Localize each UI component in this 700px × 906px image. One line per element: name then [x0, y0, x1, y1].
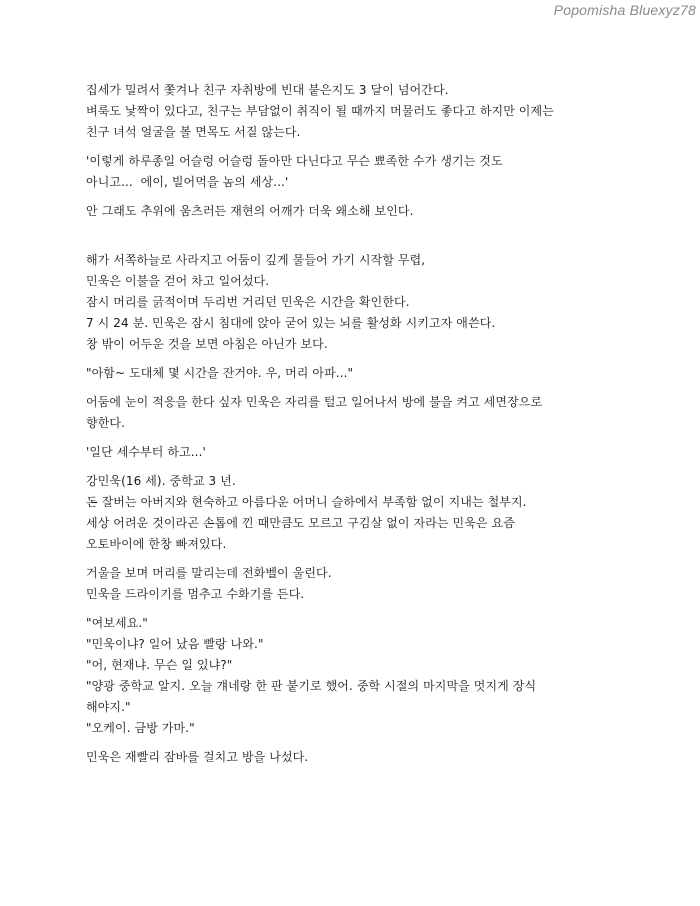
text-line: 오토바이에 한창 빠져있다.	[86, 537, 227, 551]
text-line: 창 밖이 어두운 것을 보면 아침은 아닌가 보다.	[86, 337, 328, 351]
text-line: "양광 중학교 알지. 오늘 걔네랑 한 판 붙기로 했어. 중학 시절의 마지막을 멋지게 장식	[86, 679, 537, 693]
text-line: 잠시 머리를 긁적이며 두리번 거리던 민욱은 시간을 확인한다.	[86, 295, 410, 309]
text-line: 친구 녀석 얼굴을 볼 면목도 서질 않는다.	[86, 125, 301, 139]
text-line: "어, 현재냐. 무슨 일 있냐?"	[86, 658, 233, 672]
text-line: 벼룩도 낯짝이 있다고, 친구는 부담없이 취직이 될 때까지 머물러도 좋다고 하지만 이제는	[86, 104, 554, 118]
text-line: 민욱은 이불을 걷어 차고 일어섰다.	[86, 274, 270, 288]
text-line: 해야지."	[86, 700, 131, 714]
text-line: 세상 어려운 것이라곤 손톱에 낀 때만큼도 모르고 구김살 없이 자라는 민욱은 요즘	[86, 516, 515, 530]
text-line: "민욱이냐? 일어 났음 빨랑 나와."	[86, 637, 264, 651]
watermark: Popomisha Bluexyz78	[553, 2, 696, 18]
text-line: '일단 세수부터 하고...'	[86, 445, 206, 459]
text-line: 7 시 24 분. 민욱은 잠시 침대에 앉아 굳어 있는 뇌를 활성화 시키고자 애쓴다.	[86, 316, 496, 330]
text-line: 안 그래도 추위에 움츠러든 재현의 어깨가 더욱 왜소해 보인다.	[86, 204, 414, 218]
text-line: 집세가 밀려서 쫓겨나 친구 자취방에 빈대 붙은지도 3 달이 넘어간다.	[86, 83, 449, 97]
text-line: 돈 잘버는 아버지와 현숙하고 아름다운 어머니 슬하에서 부족함 없이 지내는 철부지.	[86, 495, 527, 509]
text-line: 해가 서쪽하늘로 사라지고 어둠이 깊게 물들어 가기 시작할 무렵,	[86, 253, 426, 267]
text-line: 어둠에 눈이 적응을 한다 싶자 민욱은 자리를 털고 일어나서 방에 불을 켜고 세면장으로	[86, 395, 543, 409]
text-line: "아함~ 도대체 몇 시간을 잔거야. 우, 머리 아파..."	[86, 366, 354, 380]
text-line: 거울을 보며 머리를 말리는데 전화벨이 울린다.	[86, 566, 332, 580]
text-line: "여보세요."	[86, 616, 148, 630]
text-line: 강민욱(16 세). 중학교 3 년.	[86, 474, 236, 488]
text-line: "오케이. 금방 가마."	[86, 721, 195, 735]
text-line: 아니고... 에이, 빌어먹을 놈의 세상...'	[86, 175, 289, 189]
document-body	[86, 80, 666, 768]
text-line: 향한다.	[86, 416, 125, 430]
text-line: '이렇게 하루종일 어슬렁 어슬렁 돌아만 다닌다고 무슨 뾰족한 수가 생기는 것도	[86, 154, 503, 168]
text-line: 민욱을 드라이기를 멈추고 수화기를 든다.	[86, 587, 305, 601]
text-line: 민욱은 재빨리 잠바를 걸치고 방을 나섰다.	[86, 750, 309, 764]
